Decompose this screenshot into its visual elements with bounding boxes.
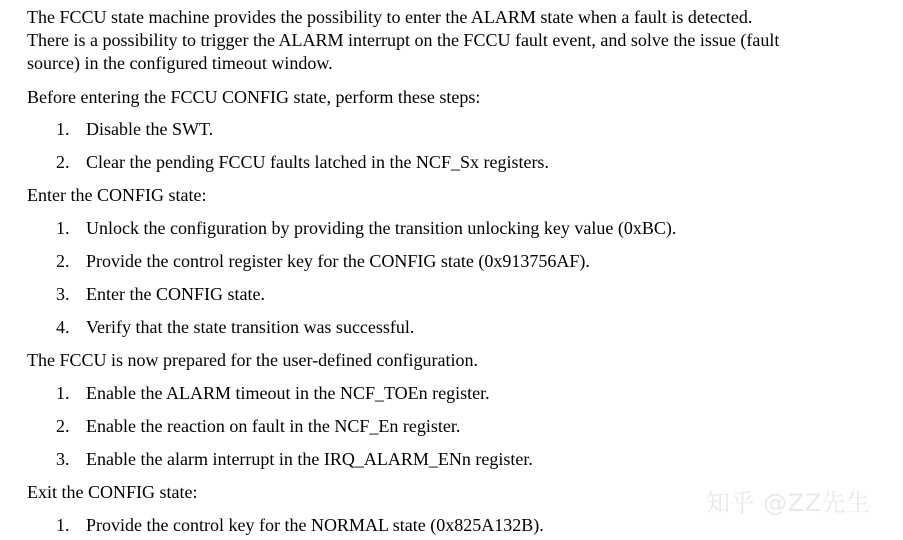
section-exit-heading: Exit the CONFIG state: <box>27 482 198 502</box>
section-enter-heading: Enter the CONFIG state: <box>27 185 207 205</box>
list-item-number: 1. <box>56 383 70 403</box>
list-item <box>56 250 590 273</box>
list-item-text: Disable the SWT. <box>86 119 214 139</box>
section-config-heading: The FCCU is now prepared for the user-defined configuration. <box>27 350 479 370</box>
section-before-heading: Before entering the FCCU CONFIG state, perform these steps: <box>27 87 481 107</box>
list-item <box>56 283 265 306</box>
list-item-number: 2. <box>56 152 70 172</box>
watermark: 知乎 @ZZ先生 <box>706 489 871 517</box>
intro-line-3: source) in the configured timeout window. <box>27 53 333 73</box>
list-item <box>56 448 533 471</box>
intro-line-2: There is a possibility to trigger the ALARM interrupt on the FCCU fault event, and solve the issue (fault <box>27 30 780 50</box>
list-item <box>56 118 213 141</box>
list-item-number: 3. <box>56 449 70 469</box>
list-item-number: 2. <box>56 251 70 271</box>
list-item <box>56 316 414 339</box>
list-item-text: Enable the ALARM timeout in the NCF_TOEn register. <box>86 383 490 403</box>
list-item-text: Unlock the configuration by providing the transition unlocking key value (0xBC). <box>86 218 677 238</box>
list-item <box>56 514 544 537</box>
list-item <box>56 151 549 174</box>
list-item-text: Enable the alarm interrupt in the IRQ_ALARM_ENn register. <box>86 449 533 469</box>
list-item-text: Provide the control register key for the CONFIG state (0x913756AF). <box>86 251 590 271</box>
list-item <box>56 415 460 438</box>
list-item-text: Verify that the state transition was successful. <box>86 317 415 337</box>
list-item-number: 4. <box>56 317 70 337</box>
intro-line-1: The FCCU state machine provides the possibility to enter the ALARM state when a fault is detected. <box>27 7 753 27</box>
list-item-number: 1. <box>56 218 70 238</box>
list-item-text: Provide the control key for the NORMAL state (0x825A132B). <box>86 515 544 535</box>
list-item-text: Clear the pending FCCU faults latched in the NCF_Sx registers. <box>86 152 549 172</box>
list-item-number: 1. <box>56 119 70 139</box>
list-item-number: 1. <box>56 515 70 535</box>
list-item-number: 3. <box>56 284 70 304</box>
list-item-number: 2. <box>56 416 70 436</box>
list-item <box>56 382 490 405</box>
list-item <box>56 217 676 240</box>
list-item-text: Enter the CONFIG state. <box>86 284 265 304</box>
list-item-text: Enable the reaction on fault in the NCF_En register. <box>86 416 461 436</box>
